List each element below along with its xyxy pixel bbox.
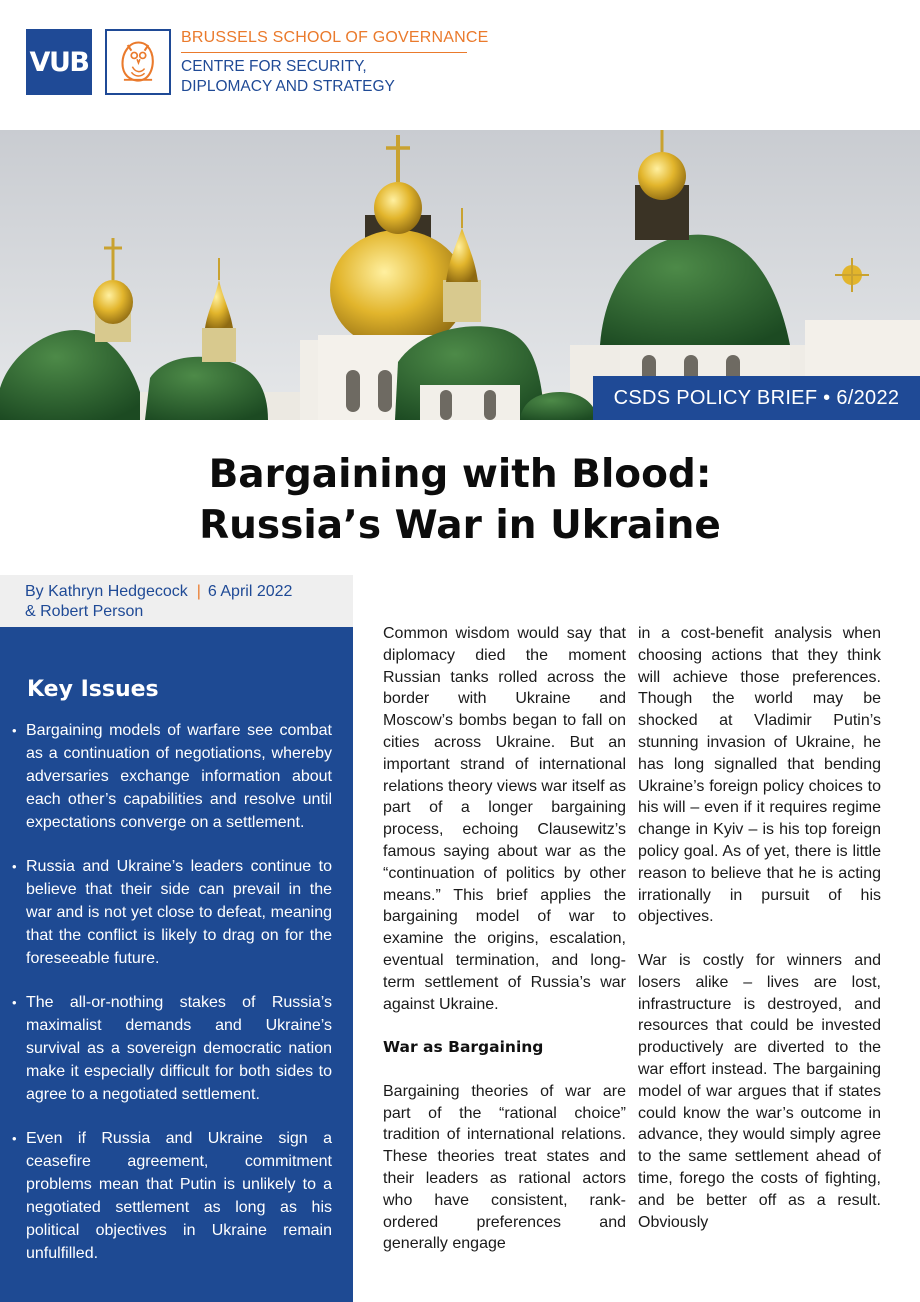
key-issue-item: • Bargaining models of warfare see combat as a continuation of negotiations, whereby adversaries exchange information about each other’s capabilities and resolve until expectations converge on a settlement. [12, 719, 332, 834]
body-column-2 [638, 623, 881, 1255]
owl-logo-icon [105, 29, 171, 95]
author-secondary: & Robert Person [25, 603, 144, 620]
title-line-1: Bargaining with Blood: [208, 452, 712, 497]
body-column-1 [383, 623, 626, 1277]
body-paragraph: in a cost-benefit analysis when choosing actions that they think will achieve those preferences. Though the world may be shocked at Vladimir Putin’s stunning invasion of Ukraine, he has long signalled that bending Ukraine’s foreign policy choices to his will – even if it requires regime change in Kyiv – is his top foreign policy goal. As of yet, there is little reason to believe that he is acting irrationally in pursuit of his objectives. [638, 625, 881, 926]
school-name: BRUSSELS SCHOOL OF GOVERNANCE [181, 29, 467, 53]
author-primary: By Kathryn Hedgecock [25, 583, 188, 600]
key-issue-item: • Russia and Ukraine’s leaders continue to believe that their side can prevail in the war and is not yet close to defeat, meaning that the conflict is likely to drag on for the foreseeable future. [12, 855, 332, 970]
key-issues-list [12, 719, 332, 1265]
title-line-2: Russia’s War in Ukraine [199, 503, 721, 548]
organization-block [181, 29, 489, 97]
policy-brief-label: CSDS POLICY BRIEF • 6/2022 [593, 376, 920, 420]
vub-logo: VUB [26, 29, 92, 95]
byline-row-1 [25, 582, 353, 602]
centre-name: CENTRE FOR SECURITY, DIPLOMACY AND STRATEGY [181, 58, 395, 95]
byline [0, 575, 353, 627]
byline-separator: | [196, 583, 201, 600]
section-heading: War as Bargaining [383, 1038, 544, 1057]
page-title [0, 449, 920, 551]
body-paragraph: Common wisdom would say that diplomacy died the moment Russian tanks rolled across the border with Ukraine and Moscow’s bombs began to fall on cities across Ukraine. But an important strand of international relations theory views war itself as part of a longer bargaining process, echoing Clausewitz’s famous saying about war as the “continuation of politics by other means.” This brief applies the bargaining model of war to examine the origins, escalation, eventual termination, and long-term settlement of Russia’s war against Ukraine. [383, 625, 626, 1013]
publication-date: 6 April 2022 [207, 583, 293, 600]
body-paragraph: Bargaining theories of war are part of the “rational choice” tradition of international relations. These theories treat states and their leaders as rational actors who have consistent, rank-ordered preferences and generally engage [383, 1082, 626, 1253]
key-issue-item: • The all-or-nothing stakes of Russia’s maximalist demands and Ukraine’s survival as a sovereign democratic nation make it especially difficult for both sides to agree to a negotiated settlement. [12, 991, 332, 1106]
key-issue-item: • Even if Russia and Ukraine sign a ceasefire agreement, commitment problems mean that Putin is unlikely to a negotiated settlement as long as his political objectives in Ukraine remain unfulfilled. [12, 1127, 332, 1265]
key-issues-heading: Key Issues [27, 677, 159, 702]
body-paragraph: War is costly for winners and losers alike – lives are lost, infrastructure is destroyed, and resources that could be invested productively are diverted to the war effort instead. The bargaining model of war argues that if states could know the war’s outcome in advance, they would simply agree to the same settlement ahead of time, forego the costs of fighting, and be better off as a result. Obviously [638, 951, 881, 1231]
key-issues-panel [0, 627, 353, 1302]
